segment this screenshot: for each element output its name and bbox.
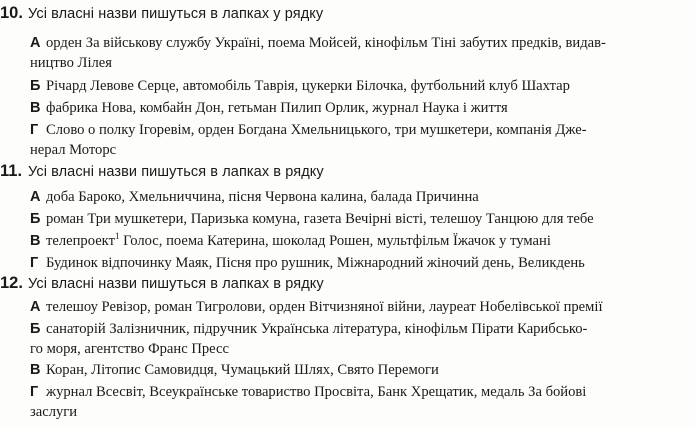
option-letter: В — [30, 362, 41, 378]
option-text — [46, 231, 694, 251]
option-line-1: доба Бароко, Хмельниччина, пісня Червона калина, балада Причинна — [46, 189, 479, 205]
option-line-1 — [46, 231, 694, 251]
option-line-2: заслуги — [30, 404, 78, 420]
question-prompt: Усі власні назви пишуться в лапках в рядку — [28, 276, 324, 292]
option-line-1: фабрика Нова, комбайн Дон, гетьман Пилип Орлик, журнал Наука і життя — [46, 100, 508, 116]
option-line-1: Коран, Літопис Самовидця, Чумацький Шлях, Свято Перемоги — [46, 362, 439, 378]
option-line-1: роман Три мушкетери, Паризька комуна, газета Вечірні вісті, телешоу Танцюю для тебе — [46, 211, 594, 227]
question-number: 12. — [0, 274, 23, 292]
option-text — [46, 98, 694, 118]
question-number: 11. — [0, 162, 23, 180]
option-text — [30, 120, 694, 160]
option-text — [46, 209, 694, 229]
option-line-2: ництво Лілея — [30, 55, 112, 71]
option-line-2: го моря, агентство Франс Пресс — [30, 341, 229, 357]
option-line-2: нерал Моторс — [30, 142, 117, 158]
option-line-1: журнал Всесвіт, Всеукраїнське товариство Просвіта, Банк Хрещатик, медаль За бойові — [46, 384, 587, 400]
question-prompt: Усі власні назви пишуться в лапках в рядку — [28, 164, 324, 180]
option-text — [30, 319, 694, 359]
option-line-1: Річард Левове Серце, автомобіль Таврія, цукерки Білочка, футбольний клуб Шахтар — [46, 78, 570, 94]
option-letter: Г — [30, 384, 39, 400]
question-number: 10. — [0, 4, 23, 22]
option-line-1: Слово о полку Ігоревім, орден Богдана Хмельницького, три мушкетери, компанія Дже- — [46, 122, 587, 138]
option-text-start: телепроект — [46, 233, 115, 249]
option-line-1: телешоу Ревізор, роман Тигролови, орден Вітчизняної війни, лауреат Нобелівської премії — [46, 299, 603, 315]
option-line-1: санаторій Залізничник, підручник Українська література, кінофільм Пірати Карибсько- — [46, 321, 588, 337]
option-text — [30, 382, 694, 422]
option-letter: В — [30, 100, 41, 116]
option-letter: Б — [30, 321, 41, 337]
option-letter: А — [30, 299, 41, 315]
option-line-1: Будинок відпочинку Маяк, Пісня про рушник, Міжнародний жіночий день, Великдень — [46, 255, 585, 271]
option-letter: А — [30, 189, 41, 205]
question-prompt: Усі власні назви пишуться в лапках у рядку — [28, 6, 324, 22]
option-text — [46, 297, 694, 317]
option-text — [46, 360, 694, 380]
option-letter: Б — [30, 211, 41, 227]
option-text — [46, 187, 694, 207]
footnote-marker[interactable]: 1 — [114, 231, 120, 242]
option-letter: Г — [30, 122, 39, 138]
option-letter: Б — [30, 78, 41, 94]
option-letter: А — [30, 35, 41, 51]
option-text-end: Голос, поема Катерина, шоколад Рошен, мультфільм Їжачок у тумані — [119, 233, 551, 249]
option-line-1: орден За військову службу Україні, поема Мойсей, кінофільм Тіні забутих предків, видав- — [46, 35, 606, 51]
option-text — [46, 253, 694, 273]
option-letter: Г — [30, 255, 39, 271]
option-text — [46, 76, 694, 96]
option-text — [30, 33, 694, 73]
option-letter: В — [30, 233, 41, 249]
